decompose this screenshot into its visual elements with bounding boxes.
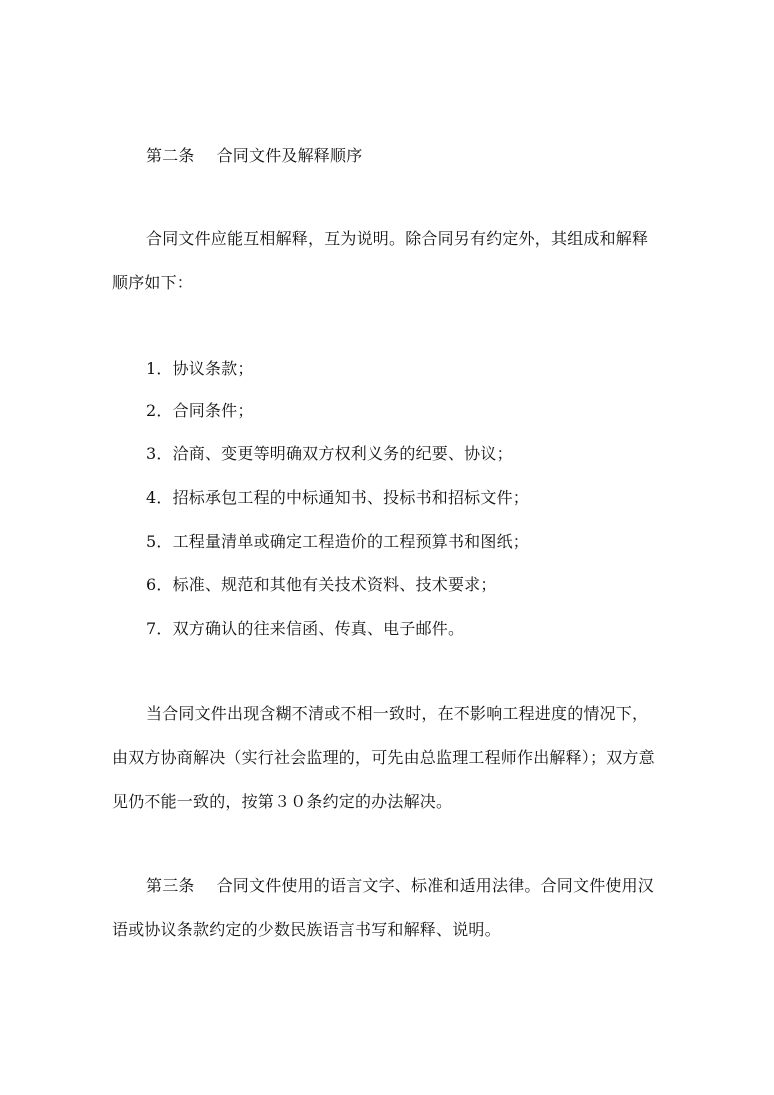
article-3-body: 合同文件使用的语言文字、标准和适用法律。合同文件使用汉语或协议条款约定的少数民族语言书写和解释、说明。 bbox=[112, 876, 655, 939]
article-2-title: 合同文件及解释顺序 bbox=[216, 146, 363, 165]
list-item-2: 2．合同条件； bbox=[146, 401, 254, 420]
list-item-7: 7．双方确认的往来信函、传真、电子邮件。 bbox=[146, 619, 465, 638]
list-item-1: 1．协议条款； bbox=[146, 359, 254, 378]
article-2-number: 第二条 bbox=[146, 146, 195, 165]
list-item-3: 3．洽商、变更等明确双方权利义务的纪要、协议； bbox=[146, 444, 513, 463]
article-3-number: 第三条 bbox=[146, 876, 195, 895]
list-item-5: 5．工程量清单或确定工程造价的工程预算书和图纸； bbox=[146, 532, 529, 551]
article-2-intro: 合同文件应能互相解释，互为说明。除合同另有约定外，其组成和解释顺序如下： bbox=[112, 229, 649, 292]
list-item-6: 6．标准、规范和其他有关技术资料、技术要求； bbox=[146, 575, 497, 594]
ambiguity-paragraph: 当合同文件出现含糊不清或不相一致时，在不影响工程进度的情况下，由双方协商解决（实行社会监理的，可先由总监理工程师作出解释）；双方意见仍不能一致的，按第３０条约定的办法解决。 bbox=[112, 704, 655, 811]
list-item-4: 4．招标承包工程的中标通知书、投标书和招标文件； bbox=[146, 488, 529, 507]
article-3-paragraph bbox=[112, 864, 664, 952]
article-2-heading bbox=[146, 145, 362, 167]
